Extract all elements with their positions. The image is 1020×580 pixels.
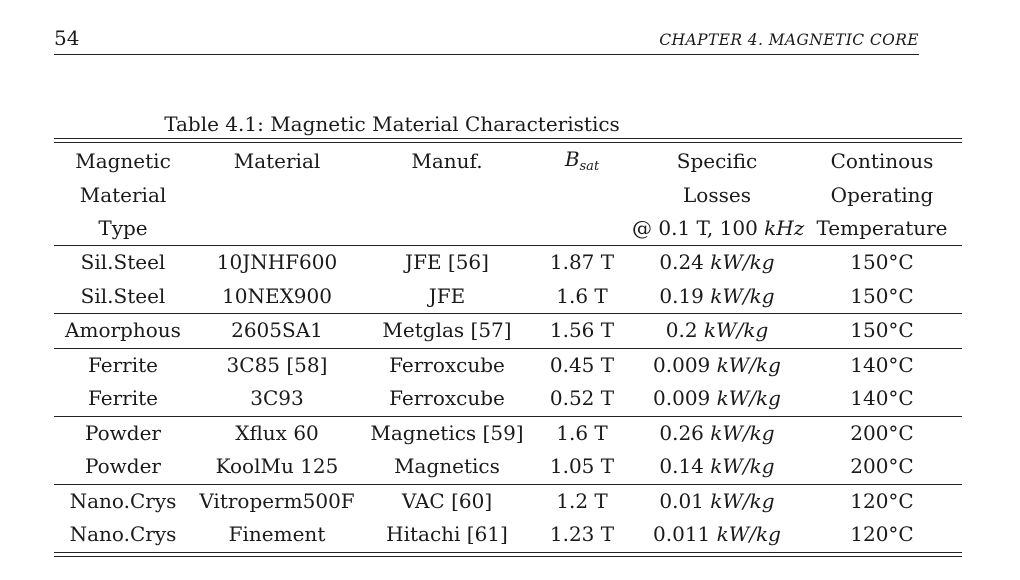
cell-type: Ferrite	[54, 348, 192, 382]
header-cell: Losses	[683, 183, 751, 207]
cell-manufacturer: Hitachi [61]	[386, 522, 508, 547]
header-cell-losses	[632, 212, 805, 246]
cell-temperature: 200°C	[850, 454, 914, 479]
cell-manufacturer: JFE	[428, 283, 466, 308]
losses-value: 0.011	[653, 522, 711, 547]
table-row	[54, 382, 962, 416]
header-cell	[532, 179, 632, 212]
cell-manufacturer: Ferroxcube	[362, 348, 532, 382]
cell-losses	[632, 518, 802, 552]
cell-type: Ferrite	[87, 386, 158, 411]
cell-bsat: 1.05 T	[549, 454, 615, 479]
cell-losses	[632, 382, 802, 416]
header-cell: Manuf.	[411, 148, 483, 173]
cell-type: Amorphous	[54, 314, 192, 349]
cell-manufacturer: Magnetics	[394, 454, 500, 479]
losses-value: 0.009	[653, 386, 711, 411]
header-cell: Material	[79, 183, 167, 207]
header-cell	[362, 179, 532, 212]
cell-manufacturer: Ferroxcube	[389, 386, 505, 411]
cell-type: Powder	[54, 416, 192, 450]
cell-type: Sil.Steel	[54, 246, 192, 280]
header-cell: Magnetic	[75, 148, 171, 173]
cell-material: Finement	[228, 522, 326, 547]
header-cell	[192, 212, 362, 246]
cell-bsat: 1.56 T	[532, 314, 632, 349]
cell-temperature: 120°C	[850, 522, 914, 547]
table-caption: Table 4.1: Magnetic Material Characteristics	[164, 112, 620, 136]
losses-unit: kW/kg	[710, 454, 775, 479]
header-cell	[362, 212, 532, 246]
cell-manufacturer: VAC [60]	[362, 484, 532, 518]
header-cell: Operating	[830, 183, 934, 207]
losses-value: 0.19	[659, 283, 704, 308]
cell-material: 10NEX900	[222, 283, 332, 308]
cell-bsat: 1.6 T	[532, 416, 632, 450]
header-cell: Continous	[830, 148, 934, 173]
cell-bsat: 0.52 T	[549, 386, 615, 411]
cell-bsat: 0.45 T	[532, 348, 632, 382]
cell-manufacturer: Metglas [57]	[362, 314, 532, 349]
materials-table	[54, 138, 962, 557]
table-row	[54, 314, 962, 349]
table-row	[54, 280, 962, 314]
losses-value: 0.14	[659, 454, 704, 479]
header-cell: Type	[98, 216, 148, 240]
cell-temperature: 200°C	[802, 416, 962, 450]
bsat-symbol: B	[564, 147, 580, 171]
cell-bsat: 1.87 T	[532, 246, 632, 280]
cell-material: 3C85 [58]	[192, 348, 362, 382]
cell-material: 2605SA1	[192, 314, 362, 349]
cell-temperature: 150°C	[850, 283, 914, 308]
losses-unit: kW/kg	[710, 250, 775, 275]
losses-unit: kW/kg	[716, 522, 781, 547]
cell-material: 3C93	[250, 386, 304, 411]
table-row	[54, 246, 962, 280]
table-body	[54, 246, 962, 552]
header-cell: Temperature	[816, 216, 948, 240]
cell-losses	[632, 484, 802, 518]
header-cell: Material	[233, 148, 321, 173]
losses-prefix: @ 0.1 T, 100	[632, 216, 765, 240]
header-cell-bsat	[532, 143, 632, 179]
cell-temperature: 120°C	[802, 484, 962, 518]
cell-manufacturer: JFE [56]	[362, 246, 532, 280]
cell-bsat: 1.2 T	[532, 484, 632, 518]
cell-temperature: 150°C	[802, 314, 962, 349]
table-row	[54, 450, 962, 484]
bsat-subscript: sat	[579, 159, 600, 174]
cell-type: Nano.Crys	[54, 484, 192, 518]
losses-unit: kW/kg	[716, 352, 781, 377]
losses-unit: kW/kg	[710, 420, 775, 445]
losses-value: 0.24	[659, 250, 704, 275]
cell-losses	[632, 280, 802, 314]
cell-losses	[632, 450, 802, 484]
cell-type: Sil.Steel	[80, 283, 166, 308]
cell-bsat: 1.6 T	[556, 283, 608, 308]
cell-losses	[632, 246, 802, 280]
cell-temperature: 140°C	[802, 348, 962, 382]
cell-type: Nano.Crys	[69, 522, 177, 547]
table-row	[54, 518, 962, 552]
cell-material: Vitroperm500F	[192, 484, 362, 518]
cell-material: 10JNHF600	[192, 246, 362, 280]
losses-value: 0.2	[665, 318, 698, 343]
running-head: CHAPTER 4. MAGNETIC CORE	[659, 31, 919, 49]
header-cell	[532, 212, 632, 246]
page-header	[54, 22, 919, 55]
table-bottom-rule	[54, 552, 962, 557]
cell-type: Powder	[84, 454, 161, 479]
cell-material: KoolMu 125	[215, 454, 339, 479]
losses-value: 0.26	[659, 420, 704, 445]
table-header	[54, 143, 962, 246]
table-row	[54, 484, 962, 518]
losses-value: 0.01	[659, 488, 704, 513]
cell-temperature: 140°C	[850, 386, 914, 411]
cell-losses	[632, 314, 802, 349]
losses-unit: kW/kg	[703, 318, 769, 343]
cell-bsat: 1.23 T	[549, 522, 615, 547]
cell-material: Xflux 60	[192, 416, 362, 450]
header-cell: Specific	[676, 148, 758, 173]
cell-temperature: 150°C	[802, 246, 962, 280]
losses-value: 0.009	[653, 352, 711, 377]
losses-unit: kW/kg	[710, 488, 775, 513]
losses-unit: kW/kg	[710, 283, 775, 308]
cell-losses	[632, 416, 802, 450]
page-number: 54	[54, 26, 80, 50]
cell-manufacturer: Magnetics [59]	[362, 416, 532, 450]
header-cell	[192, 179, 362, 212]
losses-unit: kW/kg	[716, 386, 781, 411]
table-row	[54, 348, 962, 382]
losses-unit: kHz	[764, 216, 805, 240]
cell-losses	[632, 348, 802, 382]
table-row	[54, 416, 962, 450]
